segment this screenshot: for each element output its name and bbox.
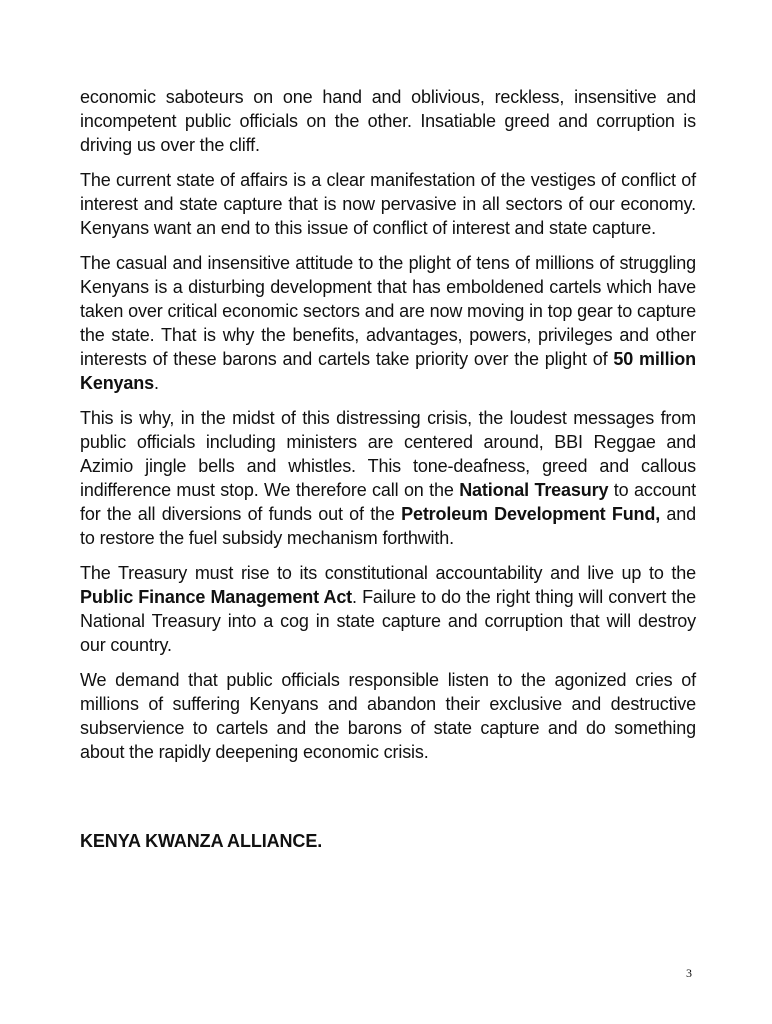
emphasis-national-treasury: National Treasury — [459, 480, 609, 500]
paragraph-text: economic saboteurs on one hand and oblivious, reckless, insensitive and incompetent public officials on the other. Insatiable greed and corruption is driving us over the cliff. — [80, 87, 696, 155]
paragraph-text: The Treasury must rise to its constitutional accountability and live up to the — [80, 563, 696, 583]
paragraph-national-treasury-call — [80, 406, 696, 550]
signature-kenya-kwanza-alliance: KENYA KWANZA ALLIANCE. — [80, 831, 323, 851]
paragraph-demand — [80, 668, 696, 764]
document-body — [80, 85, 696, 775]
paragraph-state-capture — [80, 168, 696, 240]
emphasis-public-finance-management-act: Public Finance Management Act — [80, 587, 353, 607]
paragraph-text: and to restore the fuel subsidy mechanism forthwith. — [80, 504, 697, 548]
emphasis-petroleum-development-fund: Petroleum Development Fund, — [401, 504, 661, 524]
paragraph-text: . — [153, 373, 159, 393]
paragraph-text: to account for the all diversions of funds out of the — [80, 480, 696, 524]
page-number: 3 — [686, 966, 692, 980]
paragraph-text: The casual and insensitive attitude to the plight of tens of millions of struggling Kenyans is a disturbing development that has emboldened cartels which have taken over critical economic sectors and are now moving in top gear to capture the state. That is why the benefits, advantages, powers, privileges and other interests of these barons and cartels take priority over the plight of — [80, 253, 696, 369]
paragraph-text: This is why, in the midst of this distressing crisis, the loudest messages from public officials including ministers are centered around, BBI Reggae and Azimio jingle bells and whistles. This tone-deafness, greed and callous indifference must stop. We therefore call on the — [80, 408, 696, 500]
paragraph-economic-saboteurs — [80, 85, 696, 157]
emphasis-50-million-kenyans: 50 million Kenyans — [80, 349, 696, 393]
paragraph-text: We demand that public officials responsible listen to the agonized cries of millions of suffering Kenyans and abandon their exclusive and destructive subservience to cartels and the barons of state capture and do something about the rapidly deepening economic crisis. — [80, 670, 696, 762]
paragraph-treasury-accountability — [80, 561, 696, 657]
paragraph-text: The current state of affairs is a clear manifestation of the vestiges of conflict of interest and state capture that is now pervasive in all sectors of our economy. Kenyans want an end to this issue of conflict of interest and state capture. — [80, 170, 696, 238]
paragraph-text: . Failure to do the right thing will convert the National Treasury into a cog in state capture and corruption that will destroy our country. — [80, 587, 696, 655]
paragraph-cartels — [80, 251, 696, 395]
